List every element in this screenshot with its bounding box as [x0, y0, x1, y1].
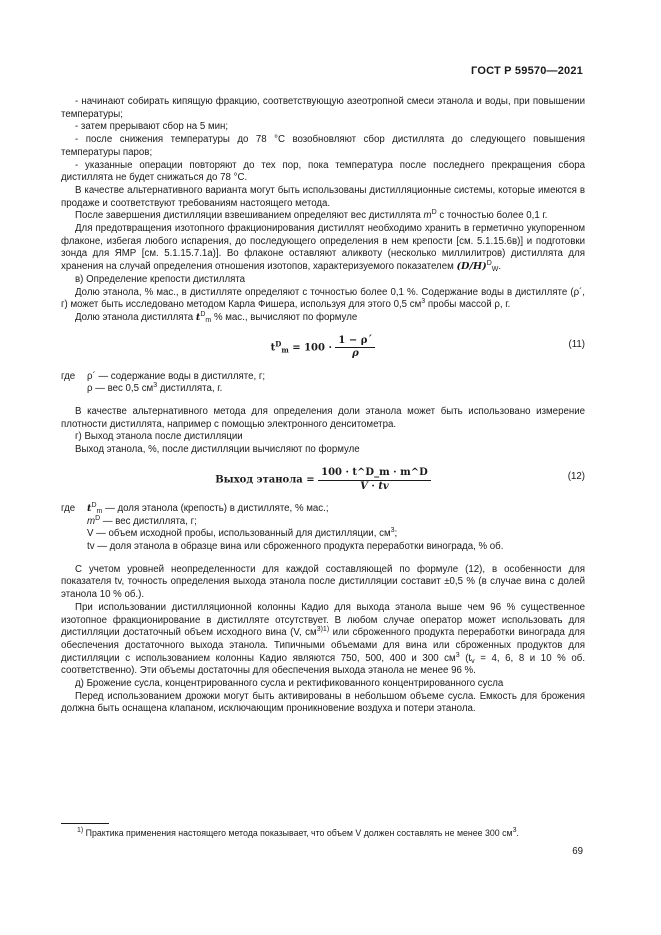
paragraph: - затем прерывают сбор на 5 мин;	[75, 121, 229, 133]
document-header: ГОСТ Р 59570—2021	[471, 65, 583, 77]
equation-number: (12)	[567, 470, 585, 482]
section-heading: д) Брожение сусла, концентрированного сусла и ректификованного концентрированного сусла	[75, 678, 504, 690]
page-number: 69	[572, 846, 583, 857]
paragraph: Перед использованием дрожжи могут быть активированы в небольшом объеме сусла. Емкость для брожения должна быть оснащена клапаном, исключающим проникновение воздуха и потери этанола.	[61, 690, 585, 715]
formula-11: $t^D_m = 100$ · $\frac{1 - \rho´}{\rho}$ (11)	[270, 334, 585, 360]
footnote-separator	[61, 823, 109, 824]
paragraph: С учетом уровней неопределенности для каждой составляющей по формуле (12), в особенности для показателя tv, точность определения выхода этанола после дистилляции составит ±0,5 % (в случае вина с долей этанола 10 % об.).	[61, 563, 585, 601]
formula-fraction: $\frac{100 \cdot t\^{}D\_m \cdot m\^{}D}{V \cdot tv}$	[318, 467, 431, 493]
formula-fraction: $\frac{1 - \rho´}{\rho}$	[335, 335, 375, 361]
paragraph: - начинают собирать кипящую фракцию, соответствующую азеотропной смеси этанола и воды, при повышении температуры;	[61, 96, 585, 120]
section-heading: в) Определение крепости дистиллята	[75, 273, 246, 285]
paragraph: Выход этанола, %, после дистилляции вычисляют по формуле	[75, 444, 360, 456]
paragraph: После завершения дистилляции взвешиванием определяют вес дистиллята $m^D$ с точностью более 0,1 г.	[75, 209, 548, 222]
section-heading: г) Выход этанола после дистилляции	[75, 431, 243, 443]
where-block-11: где ρ´ — содержание воды в дистилляте, г; ρ — вес 0,5 $см^3$ дистиллята, г.	[61, 370, 266, 395]
paragraph: При использовании дистилляционной колонны Кадио для выхода этанола выше чем 96 % существенное изотопное фракционирование в дистилляте отсутствует. В любом случае оператор может использовать для дистилляции достаточный объем исходного вина (V, $см^{3)1)}$ или сброженного продукта переработки винограда для обеспечения достаточного выхода этанола. Типичными объемами для вина или сброженных продуктов для дистилляции с использованием колонны Кадио являются 750, 500, 400 и 300 $см^3$ ($t_v = 4$, 6, 8 и 10 % об. соответственно). Эти объемы достаточны для обеспечения выхода этанола не менее 96 %.	[61, 601, 586, 677]
paragraph: - после снижения температуры до 78 °C возобновляют сбор дистиллята до следующего повышения температуры паров;	[61, 134, 585, 158]
paragraph: В качестве альтернативного метода для определения доли этанола может быть использовано измерение плотности дистиллята, например с помощью электронного денситометра.	[61, 406, 585, 430]
paragraph: Долю этанола, % мас., в дистилляте определяют с точностью более 0,1 %. Содержание воды в дистилляте (ρ´, г) может быть исследовано методом Карла Фишера, используя для этого 0,5 $см^3$ пробы массой ρ, г.	[61, 286, 585, 311]
where-block-12: где $t^D_m$ — доля этанола (крепость) в дистилляте, % мас.; $m^D$ — вес дистиллята, г; V — объем исходной пробы, использованный для дистилляции, $см^3$; tv — доля этанола в образце вина или сброженного продукта переработки винограда, % об.	[61, 501, 504, 552]
paragraph: - указанные операции повторяют до тех пор, пока температура после последнего прекращения сбора дистиллята не будет снижаться до 78 °C.	[61, 159, 585, 184]
paragraph: В качестве альтернативного варианта могут быть использованы дистилляционные системы, которые имеются в продаже и соответствуют требованиям настоящего метода.	[61, 184, 585, 209]
formula-12: Выход этанола = $\frac{100 \cdot t\^{}D\_m \cdot m\^{}D}{V \cdot tv}$ (12)	[215, 466, 585, 492]
footnote: $^{1)}$ Практика применения настоящего метода показывает, что объем V должен составлять не менее 300 $см^3$.	[77, 827, 519, 838]
equation-number: (11)	[568, 338, 585, 350]
paragraph: Для предотвращения изотопного фракционирования дистиллят необходимо хранить в герметично укупоренном флаконе, избегая любого испарения, до последующего определения в нем крепости [см. 5.1.15.6в)] и подготовки зонда для ЯМР [см. 5.1.15.7.1а)]. Во флаконе оставляют аликвоту (несколько миллилитров) дистиллята для хранения на случай определения отношения изотопов, характеризуемого показателем $(D/H)^D_W$.	[61, 223, 585, 274]
document-body	[61, 96, 585, 716]
paragraph: Долю этанола дистиллята $t^D_m$ % мас., вычисляют по формуле	[75, 310, 358, 324]
